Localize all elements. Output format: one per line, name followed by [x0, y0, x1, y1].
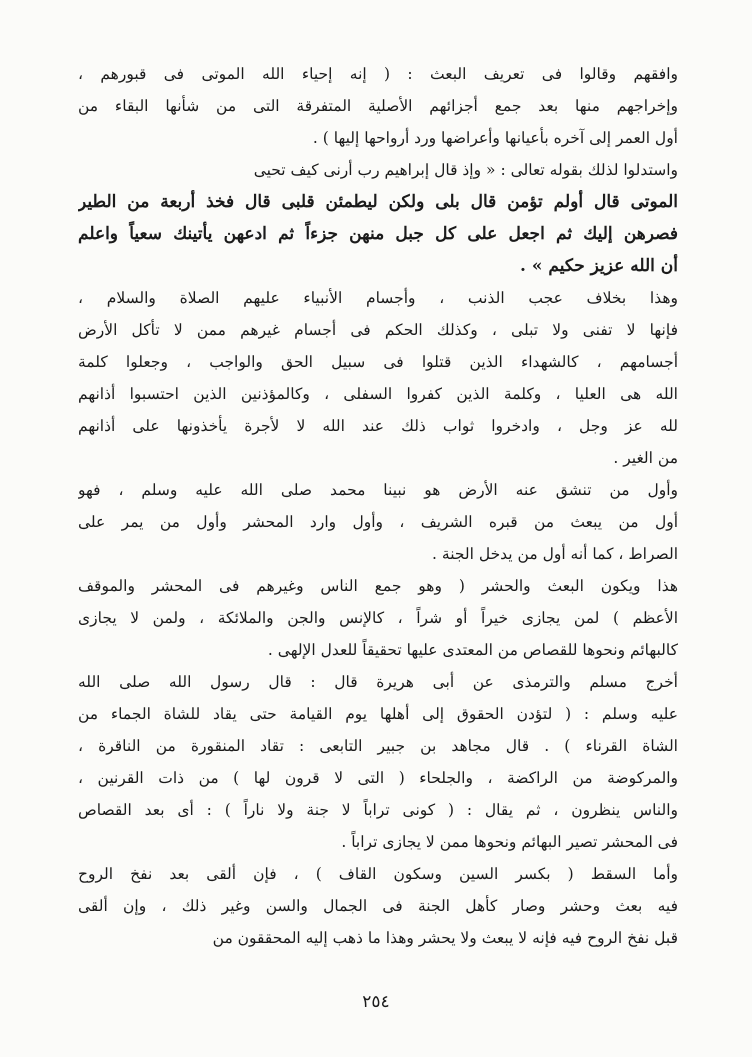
verse-line: أن الله عزيز حكيم » . [520, 256, 678, 276]
paragraph [78, 666, 678, 858]
paragraph [78, 474, 678, 570]
text-line: أول العمر إلى آخره بأعيانها وأعراضها ورد أرواحها إليها ) . [312, 129, 678, 147]
text-line: والناس ينظرون ، ثم يقال : ( كونى تراباً لا جنة ولا ناراً ) : أى بعد القصاص [78, 801, 678, 819]
text-line: فيه بعث وحشر وصار كأهل الجنة فى الجمال والسن وغير ذلك ، وإن ألقى [78, 897, 678, 915]
text-line: الصراط ، كما أنه أول من يدخل الجنة . [432, 545, 678, 563]
text-line: لله عز وجل ، وادخروا ثواب ذلك عند الله لا لأجرة يأخذونها على أذانهم [78, 417, 678, 435]
text-line: عليه وسلم : ( لتؤدن الحقوق إلى أهلها يوم القيامة حتى يقاد للشاة الجماء من [78, 705, 678, 723]
text-line: الأعظم ) لمن يجازى خيراً أو شراً ، كالإنس والجن والملائكة ، ولمن لا يجازى [78, 609, 678, 627]
text-line: الله هى العليا ، وكلمة الذين كفروا السفلى ، وكالمؤذنين الذين احتسبوا أذانهم [78, 385, 678, 403]
text-line: فى المحشر تصير البهائم ونحوها ممن لا يجازى تراباً . [341, 833, 678, 851]
text-line: من الغير . [613, 449, 678, 467]
text-line: وإخراجهم منها بعد جمع أجزائهم الأصلية المتفرقة التى من شأنها البقاء من [78, 97, 678, 115]
page-number: ٢٥٤ [362, 992, 390, 1012]
text-line: وأما السقط ( بكسر السين وسكون القاف ) ، فإن ألقى بعد نفخ الروح [78, 865, 678, 883]
verse-line: الموتى قال أولم تؤمن قال بلى ولكن ليطمئن قلبى قال فخذ أربعة من الطير [78, 192, 678, 212]
paragraph [78, 570, 678, 666]
text-line: أخرج مسلم والترمذى عن أبى هريرة قال : قال رسول الله صلى الله [78, 673, 678, 691]
text-line: هذا ويكون البعث والحشر ( وهو جمع الناس وغيرهم فى المحشر والموقف [78, 577, 678, 595]
paragraph [78, 58, 678, 154]
text-line: والمركوضة من الراكضة ، والجلحاء ( التى لا قرون لها ) من ذات القرنين ، [78, 769, 678, 787]
verse-line: فصرهن إليك ثم اجعل على كل جبل منهن جزءاً ثم ادعهن يأتينك سعياً واعلم [78, 224, 678, 244]
text-line: فإنها لا تفنى ولا تبلى ، وكذلك الحكم فى أجسام غيرهم ممن لا تأكل الأرض [78, 321, 678, 339]
text-line: كالبهائم ونحوها للقصاص من المعتدى عليها تحقيقاً للعدل الإلهى . [267, 641, 678, 659]
text-line: وافقهم وقالوا فى تعريف البعث : ( إنه إحياء الله الموتى فى قبورهم ، [78, 65, 678, 83]
text-line: وأول من تنشق عنه الأرض هو نبينا محمد صلى الله عليه وسلم ، فهو [78, 481, 678, 499]
text-line: أجسامهم ، كالشهداء الذين قتلوا فى سبيل الحق والواجب ، وجعلوا كلمة [78, 353, 678, 371]
paragraph [78, 186, 678, 282]
text-line: أول من يبعث من قبره الشريف ، وأول وارد المحشر وأول من يمر على [78, 513, 678, 531]
text-line: وهذا بخلاف عجب الذنب ، وأجسام الأنبياء عليهم الصلاة والسلام ، [78, 289, 678, 307]
text-line: قبل نفخ الروح فيه فإنه لا يبعث ولا يحشر وهذا ما ذهب إليه المحققون من [212, 929, 678, 947]
text-line: الشاة القرناء ) . قال مجاهد بن جبير التابعى : تقاد المنقورة من الناقرة ، [78, 737, 678, 755]
paragraph [78, 282, 678, 474]
paragraph [78, 858, 678, 954]
text-line: واستدلوا لذلك بقوله تعالى : « وإذ قال إبراهيم رب أرنى كيف تحيى [253, 161, 678, 179]
paragraph [78, 154, 678, 186]
page-body [78, 58, 678, 954]
